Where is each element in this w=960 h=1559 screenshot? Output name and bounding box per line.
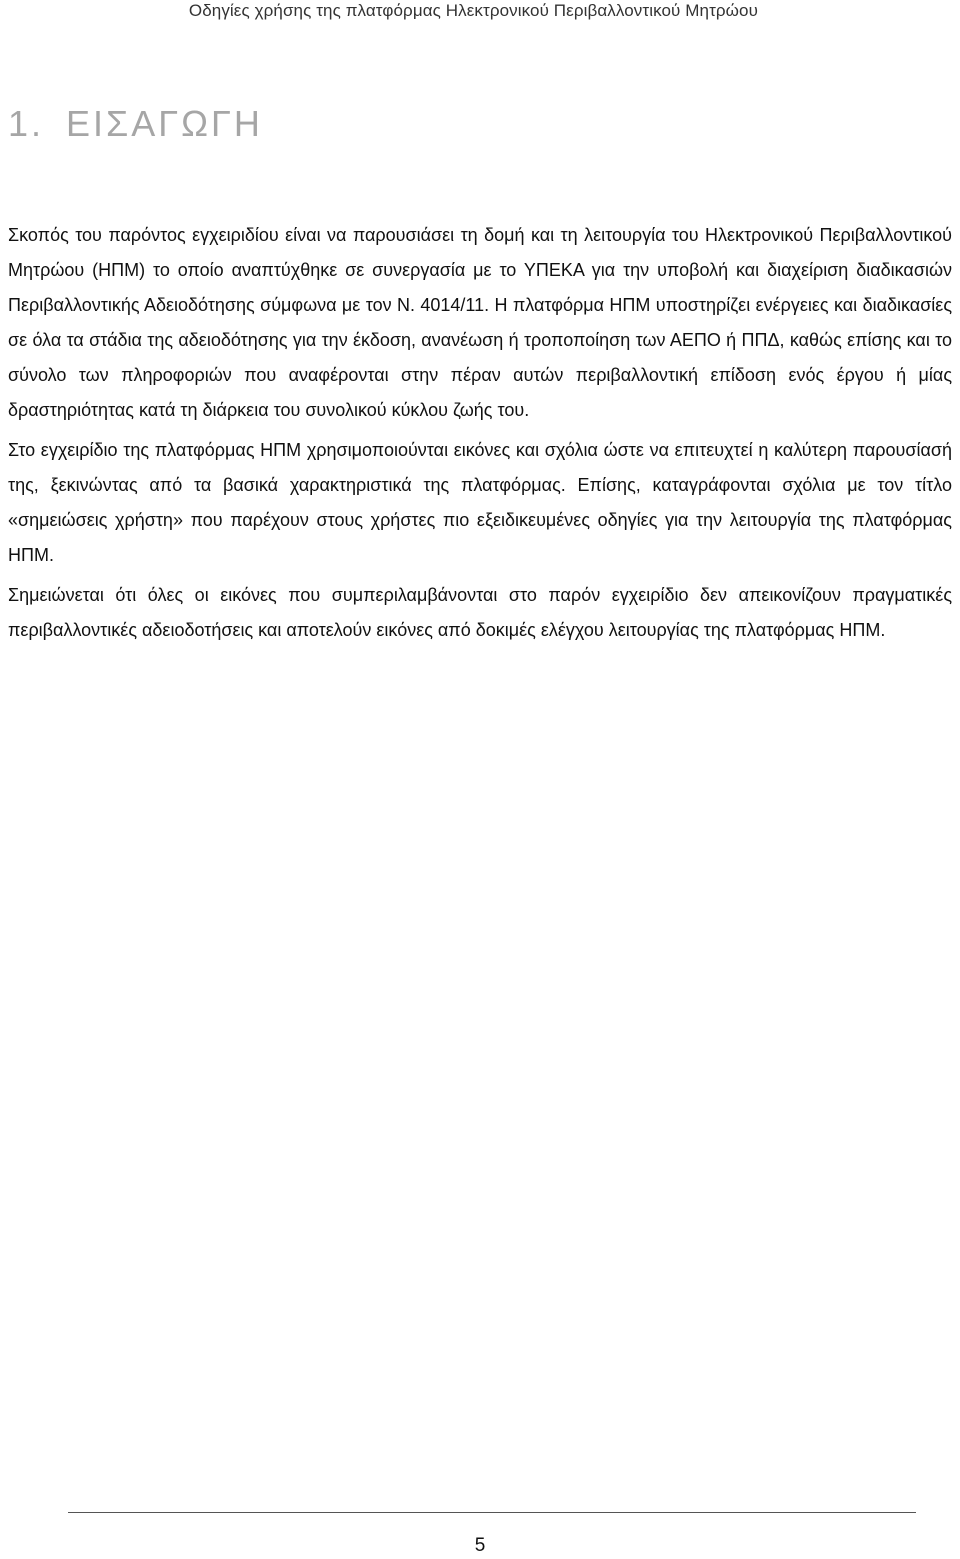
paragraph-disclaimer: Σημειώνεται ότι όλες οι εικόνες που συμπεριλαμβάνονται στο παρόν εγχειρίδιο δεν απεικονίζουν πραγματικές περιβαλλοντικές αδειοδοτήσεις και αποτελούν εικόνες από δοκιμές ελέγχου λειτουργίας της πλατφόρμας ΗΠΜ.: [8, 585, 952, 640]
body-text: [8, 218, 952, 653]
page-number: 5: [474, 1535, 486, 1556]
footer-rule: [68, 1512, 916, 1513]
chapter-title: ΕΙΣΑΓΩΓΗ: [66, 103, 263, 144]
chapter-number: 1.: [8, 103, 45, 144]
chapter-heading: [8, 102, 263, 146]
running-header: Οδηγίες χρήσης της πλατφόρμας Ηλεκτρονικού Περιβαλλοντικού Μητρώου: [188, 1, 758, 20]
paragraph-purpose: Σκοπός του παρόντος εγχειριδίου είναι να παρουσιάσει τη δομή και τη λειτουργία του Ηλεκτρονικού Περιβαλλοντικού Μητρώου (ΗΠΜ) το οποίο αναπτύχθηκε σε συνεργασία με το ΥΠΕΚΑ για την υποβολή και διαχείριση διαδικασιών Περιβαλλοντικής Αδειοδότησης σύμφωνα με τον Ν. 4014/11. Η πλατφόρμα ΗΠΜ υποστηρίζει ενέργειες και διαδικασίες σε όλα τα στάδια της αδειοδότησης για την έκδοση, ανανέωση ή τροποποίηση των ΑΕΠΟ ή ΠΠΔ, καθώς επίσης και το σύνολο των πληροφοριών που αναφέρονται στην πέραν αυτών περιβαλλοντική επίδοση ενός έργου ή μίας δραστηριότητας κατά τη διάρκεια του συνολικού κύκλου ζωής του.: [8, 225, 952, 420]
paragraph-images-and-notes: Στο εγχειρίδιο της πλατφόρμας ΗΠΜ χρησιμοποιούνται εικόνες και σχόλια ώστε να επιτευχτεί η καλύτερη παρουσίασή της, ξεκινώντας από τα βασικά χαρακτηριστικά της πλατφόρμας. Επίσης, καταγράφονται σχόλια με τον τίτλο «σημειώσεις χρήστη» που παρέχουν στους χρήστες πιο εξειδικευμένες οδηγίες για την λειτουργία της πλατφόρμας ΗΠΜ.: [8, 440, 952, 565]
